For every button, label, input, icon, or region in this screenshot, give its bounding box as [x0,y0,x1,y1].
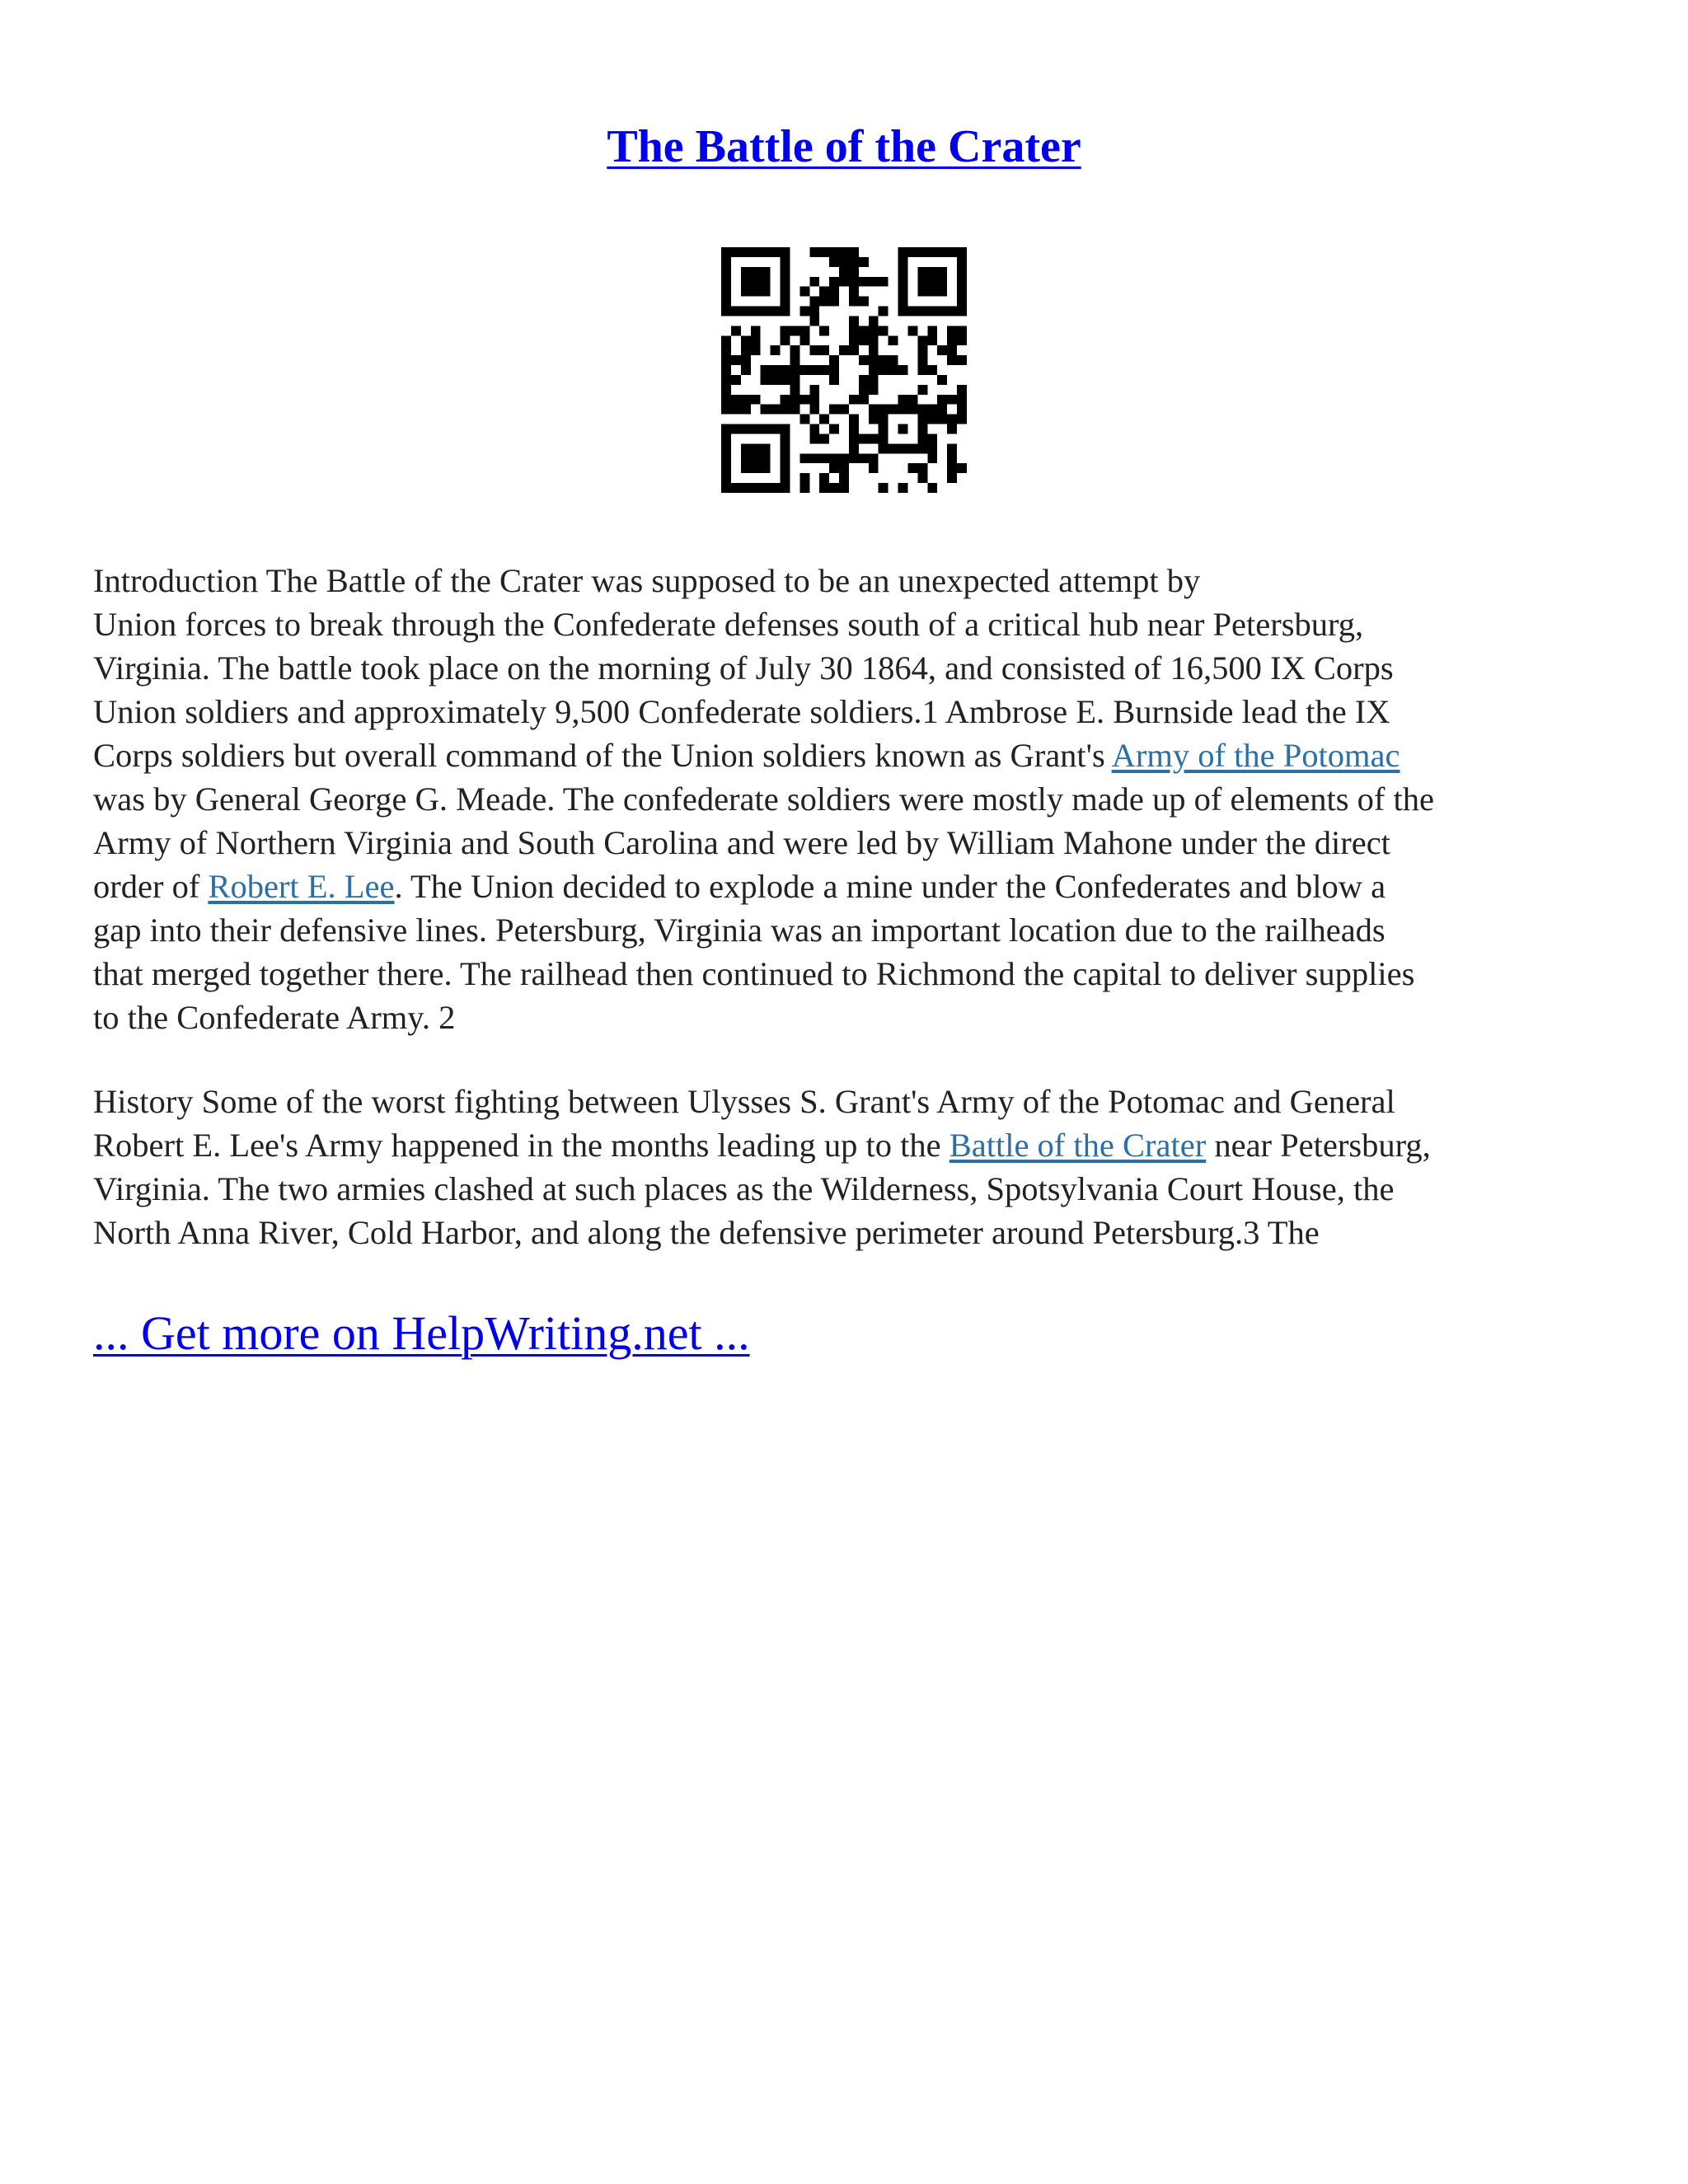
text-line: Union forces to break through the Confederate defenses south of a critical hub near Petersburg, [93,606,1364,643]
title-link[interactable]: The Battle of the Crater [607,121,1081,172]
text-line: Robert E. Lee's Army happened in the months leading up to the [93,1127,950,1164]
text-line: gap into their defensive lines. Petersburg, Virginia was an important location due to the railheads [93,912,1386,949]
text-line: to the Confederate Army. 2 [93,999,456,1036]
text-line: Corps soldiers but overall command of the Union soldiers known as Grant's [93,737,1112,774]
text-line: order of [93,868,209,905]
get-more-paragraph [93,1301,750,1366]
history-paragraph [93,1080,1601,1254]
text-line: History Some of the worst fighting between Ulysses S. Grant's Army of the Potomac and General [93,1083,1395,1120]
text-line: Virginia. The battle took place on the morning of July 30 1864, and consisted of 16,500 IX Corps [93,649,1394,687]
text-line: near Petersburg, [1206,1127,1431,1164]
text-line: Army of Northern Virginia and South Carolina and were led by William Mahone under the direct [93,824,1390,861]
text-line: . The Union decided to explode a mine under the Confederates and blow a [394,868,1386,905]
introduction-paragraph [93,559,1601,1039]
get-more-link[interactable]: ... Get more on HelpWriting.net ... [93,1306,750,1360]
qr-code-icon [721,247,967,493]
text-line: North Anna River, Cold Harbor, and along the defensive perimeter around Petersburg.3 The [93,1214,1320,1251]
army-of-the-potomac-link[interactable]: Army of the Potomac [1111,737,1400,774]
text-line: Virginia. The two armies clashed at such places as the Wilderness, Spotsylvania Court House, the [93,1170,1395,1207]
battle-of-the-crater-link[interactable]: Battle of the Crater [949,1127,1207,1164]
text-line: Union soldiers and approximately 9,500 Confederate soldiers.1 Ambrose E. Burnside lead the IX [93,693,1390,730]
text-line: was by General George G. Meade. The confederate soldiers were mostly made up of elements of the [93,780,1434,818]
text-line: Introduction The Battle of the Crater was supposed to be an unexpected attempt by [93,562,1201,599]
text-line: that merged together there. The railhead then continued to Richmond the capital to deliver supplies [93,955,1415,992]
page-title [0,114,1688,180]
robert-e-lee-link[interactable]: Robert E. Lee [208,868,395,905]
